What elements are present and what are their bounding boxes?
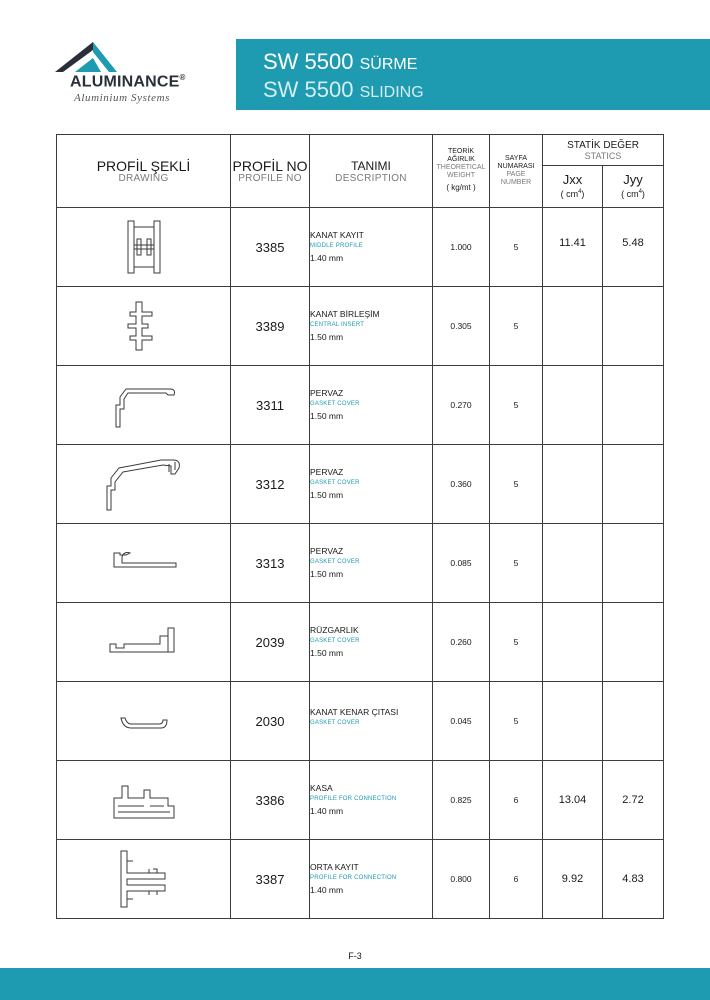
table-row (57, 603, 664, 682)
middle-mullion-drawing-icon (109, 847, 179, 911)
profile-number: 3386 (231, 761, 310, 840)
profile-number: 3313 (231, 524, 310, 603)
jxx-value (543, 603, 603, 682)
page-value: 5 (490, 366, 543, 445)
drawing-cell (57, 840, 231, 919)
profile-number: 2039 (231, 603, 310, 682)
col-header-drawing: PROFİL ŞEKLİ DRAWING (57, 135, 231, 208)
page-value: 6 (490, 761, 543, 840)
logo-name: ALUMINANCE® (70, 73, 186, 91)
jyy-value (603, 524, 664, 603)
page-value: 6 (490, 840, 543, 919)
description-cell: KASA PROFILE FOR CONNECTION 1.40 mm (310, 761, 433, 840)
weight-value: 0.800 (433, 840, 490, 919)
description-cell: PERVAZ GASKET COVER 1.50 mm (310, 445, 433, 524)
drawing-cell (57, 761, 231, 840)
col-header-weight: TEORİK AĞIRLIK THEORETICAL WEIGHT ( kg/mt ) (433, 135, 490, 208)
table-row (57, 208, 664, 287)
description-cell: KANAT BİRLEŞİM CENTRAL INSERT 1.50 mm (310, 287, 433, 366)
page-value: 5 (490, 445, 543, 524)
jyy-value (603, 603, 664, 682)
jxx-value (543, 287, 603, 366)
description-cell: RÜZGARLIK GASKET COVER 1.50 mm (310, 603, 433, 682)
drawing-cell (57, 366, 231, 445)
table-row (57, 366, 664, 445)
col-header-jxx: Jxx ( $cm^4$) (543, 166, 603, 208)
page-number: F-3 (348, 951, 362, 961)
col-header-description: TANIMI DESCRIPTION (310, 135, 433, 208)
jxx-value (543, 366, 603, 445)
drawing-cell (57, 524, 231, 603)
profile-number: 3387 (231, 840, 310, 919)
col-header-page: SAYFA NUMARASI PAGE NUMBER (490, 135, 543, 208)
jxx-value (543, 445, 603, 524)
middle-profile-drawing-icon (114, 217, 174, 277)
wind-strip-drawing-icon (104, 622, 184, 662)
drawing-cell (57, 682, 231, 761)
page-value: 5 (490, 682, 543, 761)
logo-subtitle: Aluminium Systems (74, 92, 171, 104)
jxx-value: 11.41 (543, 208, 603, 287)
col-header-statics: STATİK DEĞER STATICS (543, 135, 664, 166)
drawing-cell (57, 208, 231, 287)
profile-number: 3311 (231, 366, 310, 445)
jxx-value: 9.92 (543, 840, 603, 919)
jyy-value (603, 366, 664, 445)
weight-value: 0.085 (433, 524, 490, 603)
drawing-cell (57, 287, 231, 366)
description-cell: PERVAZ GASKET COVER 1.50 mm (310, 366, 433, 445)
page-value: 5 (490, 208, 543, 287)
sash-side-strip-drawing-icon (109, 706, 179, 736)
page-title-english: SW 5500 SLIDING (263, 77, 424, 102)
table-row (57, 445, 664, 524)
jyy-value: 4.83 (603, 840, 664, 919)
table-row (57, 287, 664, 366)
gasket-cover-drawing-icon (104, 375, 184, 435)
jxx-value: 13.04 (543, 761, 603, 840)
table-row (57, 682, 664, 761)
weight-value: 0.270 (433, 366, 490, 445)
page-value: 5 (490, 603, 543, 682)
weight-value: 0.260 (433, 603, 490, 682)
profile-number: 2030 (231, 682, 310, 761)
jxx-value (543, 524, 603, 603)
central-insert-drawing-icon (114, 296, 174, 356)
weight-value: 0.305 (433, 287, 490, 366)
weight-value: 1.000 (433, 208, 490, 287)
frame-profile-drawing-icon (104, 770, 184, 830)
weight-value: 0.045 (433, 682, 490, 761)
page-title-turkish: SW 5500 SÜRME (263, 49, 418, 74)
description-cell: KANAT KENAR ÇITASI GASKET COVER (310, 682, 433, 761)
page-value: 5 (490, 287, 543, 366)
drawing-cell (57, 603, 231, 682)
description-cell: KANAT KAYIT MIDDLE PROFILE 1.40 mm (310, 208, 433, 287)
jxx-value (543, 682, 603, 761)
page-value: 5 (490, 524, 543, 603)
profile-number: 3389 (231, 287, 310, 366)
table-row (57, 761, 664, 840)
drawing-cell (57, 445, 231, 524)
footer-band (0, 968, 710, 1000)
profile-spec-table (56, 134, 664, 919)
gasket-cover-large-drawing-icon (99, 452, 189, 516)
description-cell: PERVAZ GASKET COVER 1.50 mm (310, 524, 433, 603)
jyy-value (603, 445, 664, 524)
weight-value: 0.360 (433, 445, 490, 524)
weight-value: 0.825 (433, 761, 490, 840)
col-header-profile-no: PROFİL NO PROFILE NO (231, 135, 310, 208)
jyy-value (603, 287, 664, 366)
description-cell: ORTA KAYIT PROFILE FOR CONNECTION 1.40 mm (310, 840, 433, 919)
table-row (57, 524, 664, 603)
jyy-value: 5.48 (603, 208, 664, 287)
gasket-cover-flat-drawing-icon (104, 543, 184, 583)
col-header-jyy: Jyy ( $cm^4$) (603, 166, 664, 208)
profile-number: 3312 (231, 445, 310, 524)
table-row (57, 840, 664, 919)
jyy-value (603, 682, 664, 761)
jyy-value: 2.72 (603, 761, 664, 840)
profile-number: 3385 (231, 208, 310, 287)
